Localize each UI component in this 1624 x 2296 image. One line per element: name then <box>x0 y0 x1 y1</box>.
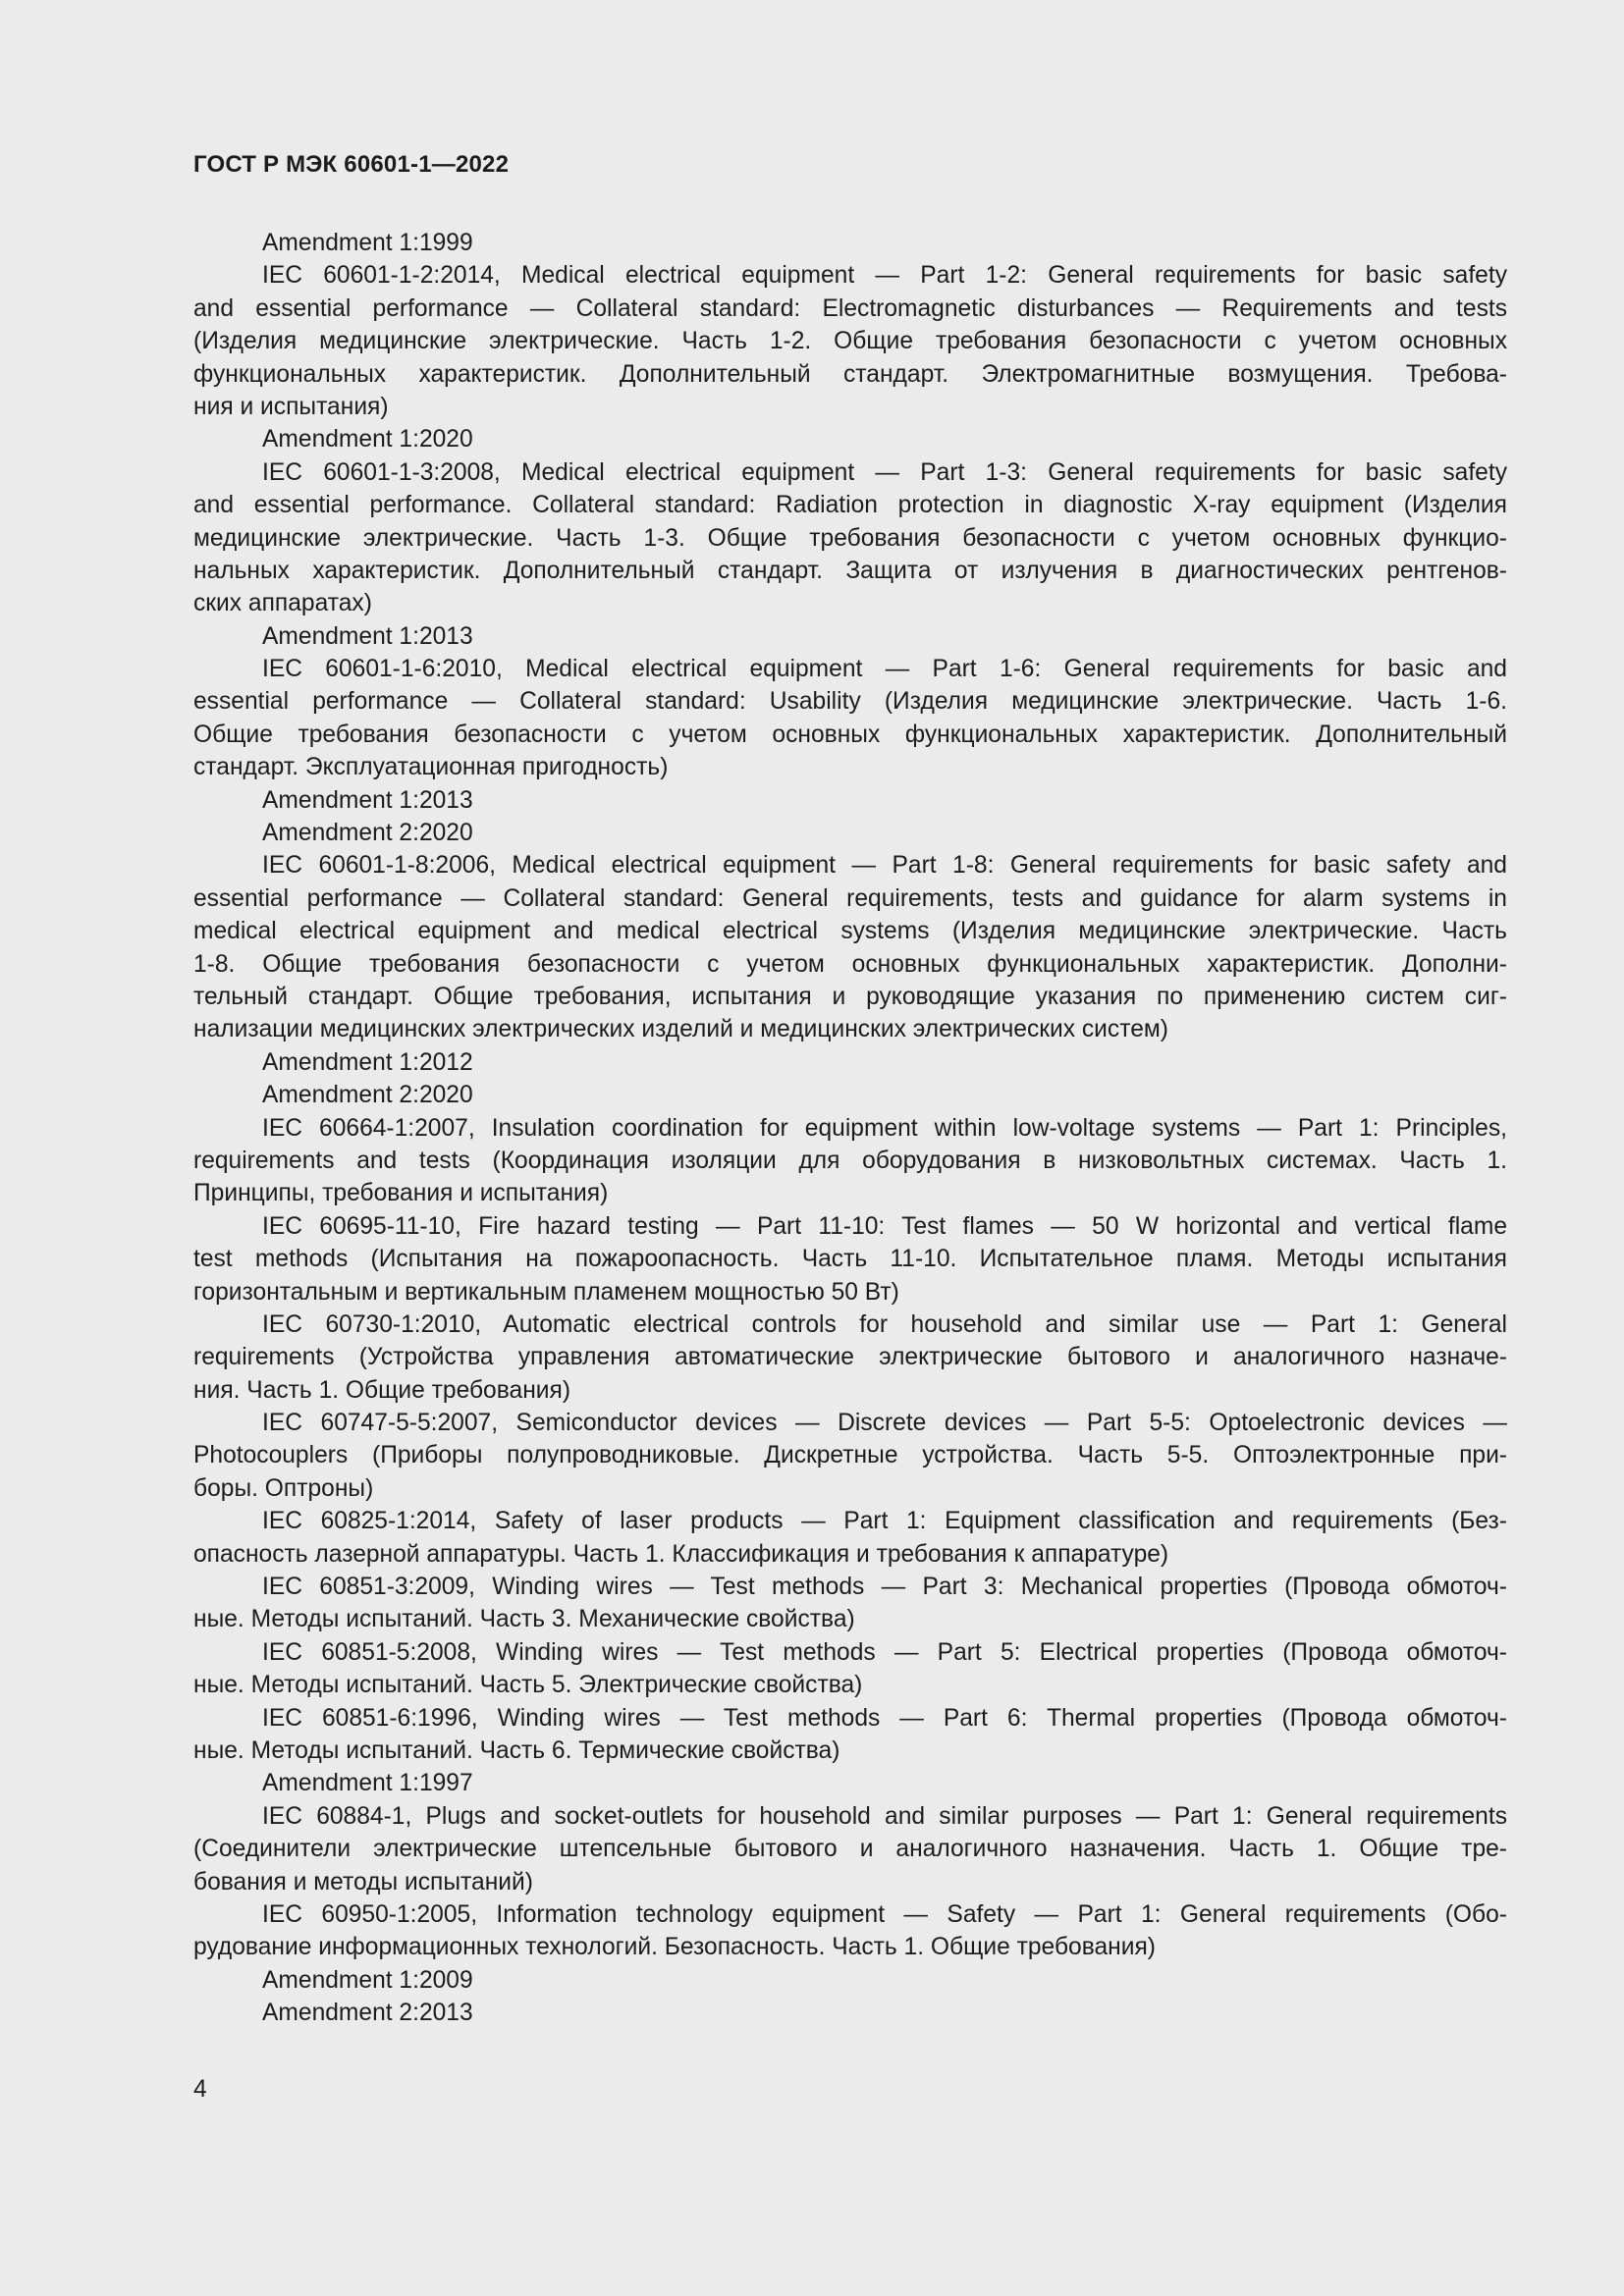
text-line: IEC 60950-1:2005, Information technology equipment — Safety — Part 1: General requirements (Обо- <box>262 1900 1507 1928</box>
text-line: Amendment 1:1997 <box>262 1770 473 1797</box>
text-line: Общие требования безопасности с учетом основных функциональных характеристик. Дополнительный <box>193 721 1507 748</box>
text-line: функциональных характеристик. Дополнительный стандарт. Электромагнитные возмущения. Требова- <box>193 360 1507 388</box>
text-line: Amendment 2:2013 <box>262 2000 473 2027</box>
text-line: стандарт. Эксплуатационная пригодность) <box>193 754 669 781</box>
text-line: IEC 60601-1-2:2014, Medical electrical equipment — Part 1-2: General requirements for basic safety <box>262 262 1507 290</box>
text-line: essential performance — Collateral standard: Usability (Изделия медицинские электрические. Часть 1-6. <box>193 688 1507 716</box>
text-line: бования и методы испытаний) <box>193 1868 533 1896</box>
text-line: Amendment 1:2012 <box>262 1048 473 1076</box>
text-line: IEC 60884-1, Plugs and socket-outlets for household and similar purposes — Part 1: General requirements <box>262 1802 1507 1830</box>
text-line: ских аппаратах) <box>193 590 372 617</box>
text-line: ные. Методы испытаний. Часть 3. Механические свойства) <box>193 1606 855 1633</box>
text-line: ные. Методы испытаний. Часть 5. Электрические свойства) <box>193 1672 863 1699</box>
text-line: IEC 60825-1:2014, Safety of laser products — Part 1: Equipment classification and requirements (Без- <box>262 1508 1507 1535</box>
text-line: Photocouplers (Приборы полупроводниковые. Дискретные устройства. Часть 5-5. Оптоэлектронные при- <box>193 1442 1507 1469</box>
text-line: IEC 60730-1:2010, Automatic electrical controls for household and similar use — Part 1: General <box>262 1310 1507 1338</box>
text-line: нализации медицинских электрических изделий и медицинских электрических систем) <box>193 1016 1168 1043</box>
text-line: Принципы, требования и испытания) <box>193 1180 609 1207</box>
text-line: Amendment 1:2013 <box>262 622 473 650</box>
text-line: горизонтальным и вертикальным пламенем мощностью 50 Вт) <box>193 1278 899 1306</box>
page-number: 4 <box>193 2076 207 2103</box>
text-line: requirements and tests (Координация изоляции для оборудования в низковольтных системах. Часть 1. <box>193 1147 1507 1174</box>
text-line: Amendment 1:2009 <box>262 1966 473 1994</box>
text-line: and essential performance — Collateral standard: Electromagnetic disturbances — Requirements and tests <box>193 294 1507 322</box>
text-line: IEC 60601-1-6:2010, Medical electrical equipment — Part 1-6: General requirements for basic and <box>262 656 1507 683</box>
text-line: (Изделия медицинские электрические. Часть 1-2. Общие требования безопасности с учетом основных <box>193 328 1507 355</box>
text-line: essential performance — Collateral standard: General requirements, tests and guidance for alarm systems in <box>193 884 1507 912</box>
text-line: Amendment 1:2013 <box>262 786 473 814</box>
text-line: test methods (Испытания на пожароопасность. Часть 11-10. Испытательное пламя. Методы испытания <box>193 1246 1507 1273</box>
text-line: IEC 60851-6:1996, Winding wires — Test methods — Part 6: Thermal properties (Провода обмоточ- <box>262 1704 1507 1732</box>
text-line: IEC 60664-1:2007, Insulation coordination for equipment within low-voltage systems — Part 1: Principles, <box>262 1114 1507 1142</box>
page-header-standard-code: ГОСТ Р МЭК 60601-1—2022 <box>193 151 510 178</box>
text-line: опасность лазерной аппаратуры. Часть 1. Классификация и требования к аппаратуре) <box>193 1540 1169 1568</box>
text-line: Amendment 1:1999 <box>262 230 473 256</box>
text-line: тельный стандарт. Общие требования, испытания и руководящие указания по применению систем сиг- <box>193 983 1507 1010</box>
text-line: IEC 60851-3:2009, Winding wires — Test methods — Part 3: Mechanical properties (Провода обмоточ- <box>262 1574 1507 1601</box>
text-line: Amendment 2:2020 <box>262 1082 473 1109</box>
text-line: IEC 60601-1-3:2008, Medical electrical equipment — Part 1-3: General requirements for basic safety <box>262 458 1507 486</box>
text-line: нальных характеристик. Дополнительный стандарт. Защита от излучения в диагностических рентгенов- <box>193 557 1507 584</box>
text-line: рудование информационных технологий. Безопасность. Часть 1. Общие требования) <box>193 1934 1157 1961</box>
text-line: requirements (Устройства управления автоматические электрические бытового и аналогичного назначе- <box>193 1344 1507 1371</box>
text-line: ния. Часть 1. Общие требования) <box>193 1376 571 1404</box>
text-line: IEC 60747-5-5:2007, Semiconductor devices — Discrete devices — Part 5-5: Optoelectronic devices — <box>262 1410 1507 1437</box>
text-line: Amendment 2:2020 <box>262 820 473 847</box>
text-line: ния и испытания) <box>193 393 389 420</box>
text-line: medical electrical equipment and medical electrical systems (Изделия медицинские электрические. Часть <box>193 918 1507 945</box>
text-line: IEC 60695-11-10, Fire hazard testing — Part 11-10: Test flames — 50 W horizontal and vertical flame <box>262 1212 1507 1240</box>
text-line: ные. Методы испытаний. Часть 6. Термические свойства) <box>193 1736 840 1764</box>
text-line: and essential performance. Collateral standard: Radiation protection in diagnostic X-ray equipment (Изделия <box>193 492 1507 519</box>
text-line: IEC 60851-5:2008, Winding wires — Test methods — Part 5: Electrical properties (Провода обмоточ- <box>262 1638 1507 1666</box>
text-line: (Соединители электрические штепсельные бытового и аналогичного назначения. Часть 1. Общие тре- <box>193 1836 1507 1863</box>
text-line: IEC 60601-1-8:2006, Medical electrical equipment — Part 1-8: General requirements for basic safety and <box>262 852 1507 880</box>
normative-references-text <box>193 227 1507 2029</box>
text-line: медицинские электрические. Часть 1-3. Общие требования безопасности с учетом основных функцио- <box>193 524 1507 552</box>
text-line: 1-8. Общие требования безопасности с учетом основных функциональных характеристик. Дополни- <box>193 950 1507 978</box>
text-line: Amendment 1:2020 <box>262 426 473 454</box>
text-line: боры. Оптроны) <box>193 1474 374 1502</box>
